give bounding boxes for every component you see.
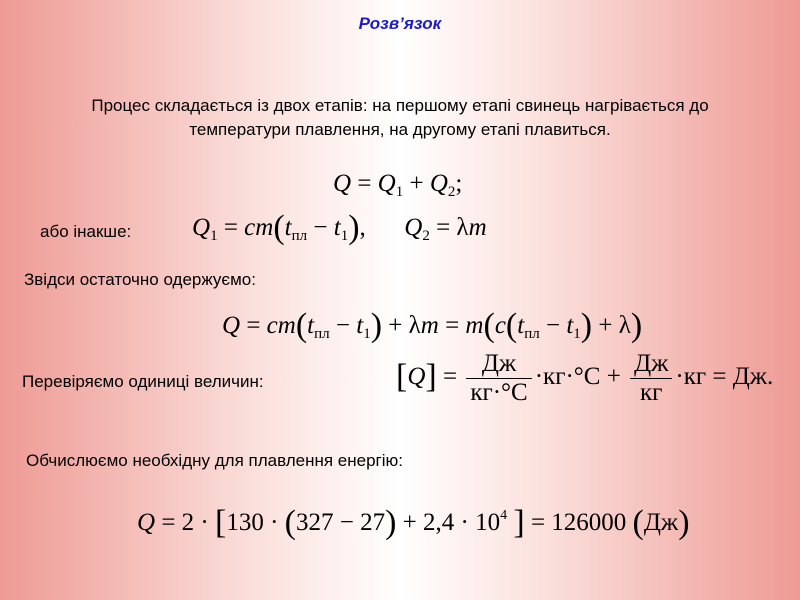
value-t1: 27 bbox=[360, 509, 386, 536]
intro-paragraph bbox=[20, 94, 780, 142]
value-power-exp: 4 bbox=[500, 508, 508, 523]
intro-line-2: температури плавлення, на другому етапі плавиться. bbox=[189, 120, 611, 139]
formula-numeric: $Q = 2 \cdot [130 \cdot (327 - 27) + 2,4 \cdot 10^4$ ] = 126000 (Дж) bbox=[137, 504, 690, 541]
value-t-melt: 327 bbox=[295, 509, 334, 536]
label-finally: Звідси остаточно одержуємо: bbox=[24, 270, 256, 289]
label-compute: Обчислюємо необхідну для плавлення енергію: bbox=[26, 451, 404, 470]
value-power-base: 10 bbox=[475, 509, 501, 536]
value-c: 130 bbox=[226, 509, 264, 536]
slide-title: Розв’язок bbox=[358, 14, 442, 33]
formula-final: $Q = cm(t_{пл} - t_1) + \lambda m = m(c(t_{пл} - t_1) + \lambda)$ bbox=[222, 307, 643, 344]
formula-sum: $Q = Q_1 + Q_2$; bbox=[333, 170, 463, 200]
formula-parts: $Q_1 = cm(t_{пл} - t_1)$, $Q_2 = \lambda m$ bbox=[192, 209, 487, 246]
label-otherwise: або інакше: bbox=[40, 222, 132, 241]
units-fraction-1: $\frac{Дж}{кг\cdot^\circ C}$ bbox=[466, 350, 531, 407]
label-check-units: Перевіряємо одиниці величин: bbox=[22, 372, 264, 391]
value-lambda: 2,4 bbox=[423, 509, 455, 536]
intro-line-1: Процес складається із двох етапів: на першому етапі свинець нагрівається до bbox=[91, 96, 709, 115]
formula-units: [Q] = $\frac{Дж}{кг\cdot^\circ C}$ ·кг·°C + $\frac{Дж}{кг}$ ·кг = Дж. bbox=[396, 350, 774, 406]
units-fraction-2: $\frac{Дж}{кг}$ bbox=[630, 350, 672, 407]
value-unit: Дж bbox=[643, 509, 679, 536]
value-result: 126000 bbox=[551, 509, 627, 536]
value-mass: 2 bbox=[181, 509, 195, 536]
